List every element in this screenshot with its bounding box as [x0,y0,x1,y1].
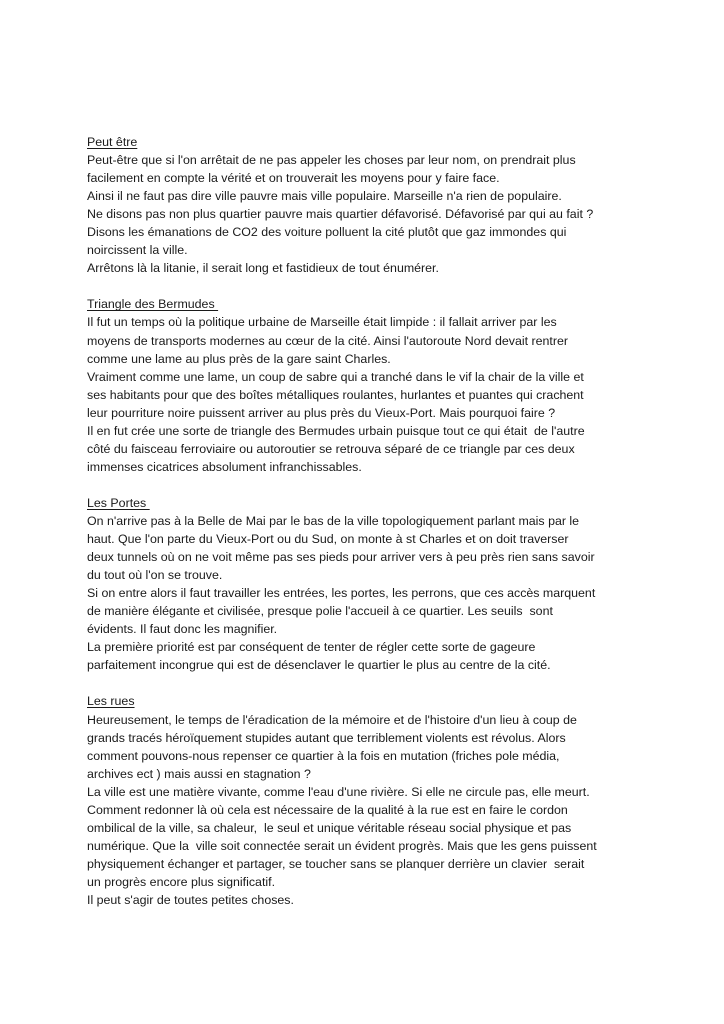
paragraph-line: un progrès encore plus significatif. [87,874,276,889]
paragraph-line: Il en fut crée une sorte de triangle des Bermudes urbain puisque tout ce qui était de l'autre [87,423,585,438]
paragraph-line: évidents. Il faut donc les magnifier. [87,622,278,637]
paragraph-line: moyens de transports modernes au cœur de la cité. Ainsi l'autoroute Nord devait rentrer [87,333,569,348]
paragraph-line: La ville est une matière vivante, comme l'eau d'une rivière. Si elle ne circule pas, elle meurt. [87,784,590,799]
section-triangle-des-bermudes [87,295,699,475]
section-les-rues [87,692,699,909]
paragraph-line: Ainsi il ne faut pas dire ville pauvre mais ville populaire. Marseille n'a rien de populaire. [87,189,562,204]
paragraph-line: Vraiment comme une lame, un coup de sabre qui a tranché dans le vif la chair de la ville et [87,369,584,384]
paragraph-line: Disons les émanations de CO2 des voiture polluent la cité plutôt que gaz immondes qui [87,225,567,240]
paragraph-line: Arrêtons là la litanie, il serait long et fastidieux de tout énumérer. [87,261,439,276]
paragraph-line: physiquement échanger et partager, se toucher sans se planquer derrière un clavier serait [87,856,585,871]
section-heading: Peut être [87,135,138,149]
paragraph-line: comment pouvons-nous repenser ce quartier à la fois en mutation (friches pole média, [87,748,560,763]
document-body [87,133,699,927]
paragraph-line: numérique. Que la ville soit connectée serait un évident progrès. Mais que les gens puissent [87,838,597,853]
section-les-portes [87,494,699,674]
paragraph-line: grands tracés héroïquement stupides autant que terriblement violents est révolus. Alors [87,730,566,745]
paragraph-line: archives ect ) mais aussi en stagnation ? [87,766,311,781]
section-peut-etre [87,133,699,277]
paragraph-line: immenses cicatrices absolument infranchissables. [87,459,362,474]
paragraph-line: parfaitement incongrue qui est de désenclaver le quartier le plus au centre de la cité. [87,658,551,673]
paragraph-line: Peut-être que si l'on arrêtait de ne pas appeler les choses par leur nom, on prendrait plus [87,153,576,168]
paragraph-line: Il fut un temps où la politique urbaine de Marseille était limpide : il fallait arriver par les [87,315,557,330]
paragraph-line: leur pourriture noire puissent arriver au plus près du Vieux-Port. Mais pourquoi faire ? [87,405,556,420]
paragraph-line: deux tunnels où on ne voit même pas ses pieds pour arriver vers à peu près rien sans savoir [87,550,595,565]
paragraph-line: comme une lame au plus près de la gare saint Charles. [87,351,391,366]
paragraph-line: La première priorité est par conséquent de tenter de régler cette sorte de gageure [87,640,536,655]
paragraph-line: du tout où l'on se trouve. [87,568,223,583]
paragraph-line: haut. Que l'on parte du Vieux-Port ou du Sud, on monte à st Charles et on doit traverser [87,532,569,547]
paragraph-line: Si on entre alors il faut travailler les entrées, les portes, les perrons, que ces accès marquent [87,586,596,601]
paragraph-line: Ne disons pas non plus quartier pauvre mais quartier défavorisé. Défavorisé par qui au fait ? [87,207,594,222]
section-heading: Triangle des Bermudes [87,297,219,312]
paragraph-line: côté du faisceau ferroviaire ou autoroutier se retrouva séparé de ce triangle par ces deux [87,441,575,456]
paragraph-line: ses habitants pour que des boîtes métalliques roulantes, hurlantes et puantes qui crachent [87,387,584,402]
paragraph-line: Il peut s'agir de toutes petites choses. [87,892,294,907]
paragraph-line: ombilical de la ville, sa chaleur, le seul et unique véritable réseau social physique et pas [87,820,572,835]
paragraph-line: de manière élégante et civilisée, presque polie l'accueil à ce quartier. Les seuils sont [87,604,553,619]
section-heading: Les Portes [87,495,150,510]
paragraph-line: noircissent la ville. [87,243,188,258]
paragraph-line: facilement en compte la vérité et on trouverait les moyens pour y faire face. [87,171,500,186]
paragraph-line: On n'arrive pas à la Belle de Mai par le bas de la ville topologiquement parlant mais par le [87,513,580,528]
paragraph-line: Heureusement, le temps de l'éradication de la mémoire et de l'histoire d'un lieu à coup de [87,712,577,727]
paragraph-line: Comment redonner là où cela est nécessaire de la qualité à la rue est en faire le cordon [87,802,568,817]
section-heading: Les rues [87,694,135,709]
